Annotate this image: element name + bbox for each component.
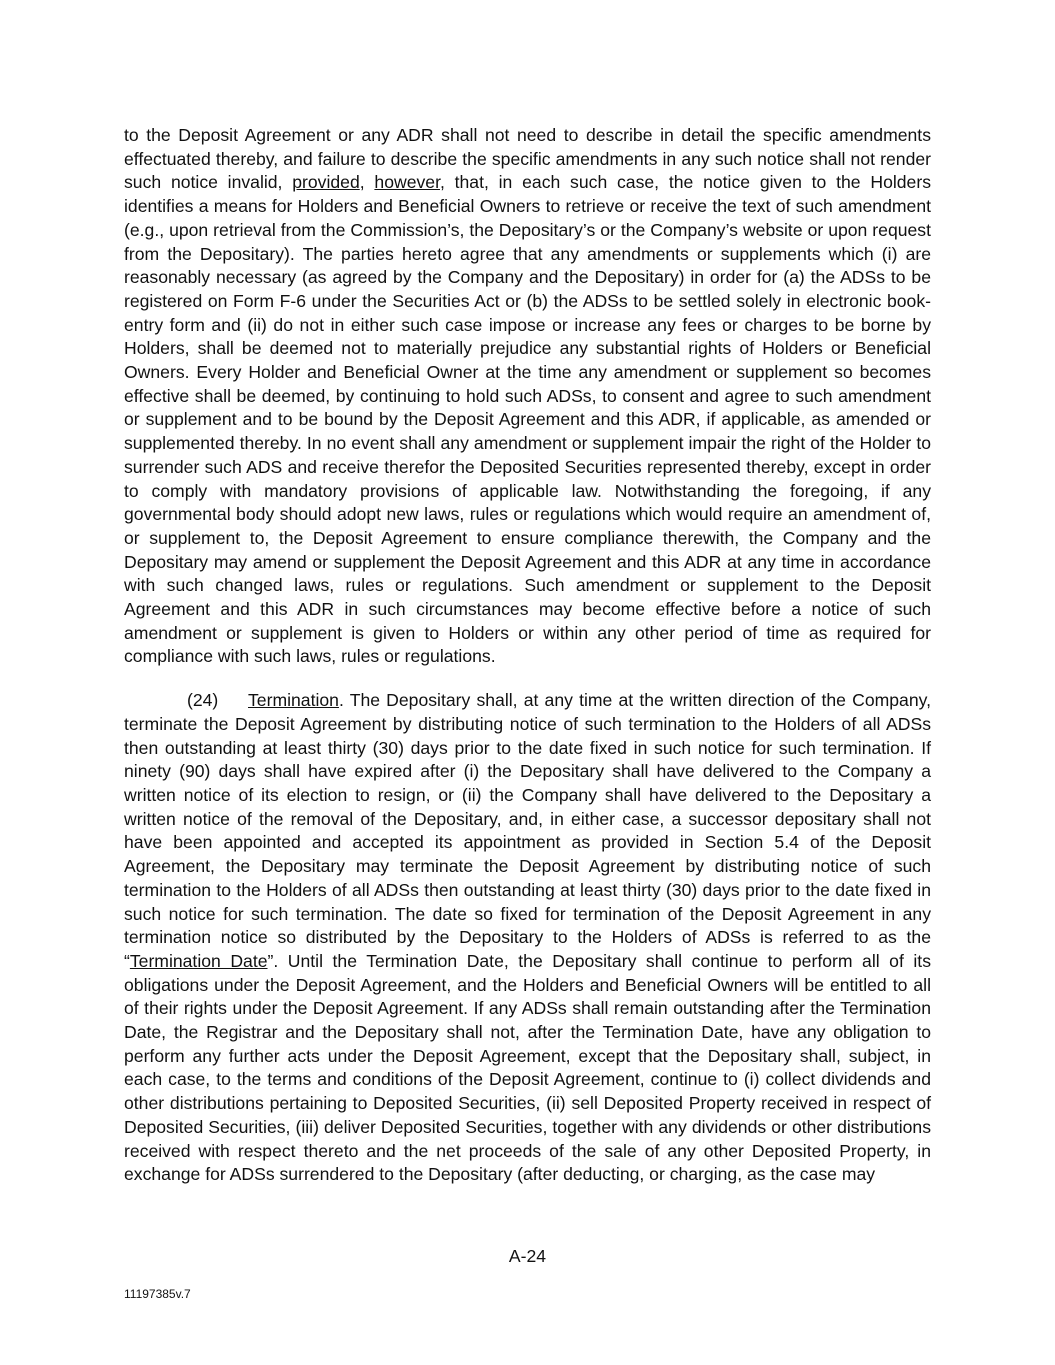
termination-text-1: . The Depositary shall, at any time at the written direction of the Company, terminate the Deposit Agreement by distributing notice of such termination to the Holders of all ADSs then outstanding at least thirty (30) days prior to the date fixed in such notice for such termination. If ninety (90) days shall have expired after (i) the Depositary shall have delivered to the Company a written notice of its election to resign, or (ii) the Company shall have delivered to the Depositary a written notice of the removal of the Depositary, and, in either case, a successor depositary shall not have been appointed and accepted its appointment as provided in Section 5.4 of the Deposit Agreement, the Depositary may terminate the Deposit Agreement by distributing notice of such termination to the Holders of all ADSs then outstanding at least thirty (30) days prior to the date fixed in such notice for such termination. The date so fixed for termination of the Deposit Agreement in any termination notice so distributed by the Depositary to the Holders of ADSs is referred to as the “ bbox=[124, 690, 931, 971]
amendment-separator: , bbox=[359, 172, 375, 193]
page-number: A-24 bbox=[508, 1246, 547, 1266]
document-body bbox=[124, 124, 931, 1187]
amendment-paragraph bbox=[124, 124, 931, 669]
termination-date-term: Termination Date bbox=[129, 950, 268, 971]
amendment-text-1: to the Deposit Agreement or any ADR shall not need to describe in detail the specific amendments effectuated thereby, and failure to describe the specific amendments in any such notice shall not render such notice invalid, bbox=[124, 125, 931, 193]
provided-term: provided bbox=[292, 172, 360, 193]
document-id: 11197385v.7 bbox=[124, 1287, 191, 1301]
amendment-text-2: , that, in each such case, the notice given to the Holders identifies a means for Holders and Beneficial Owners to retrieve or receive the text of such amendment (e.g., upon retrieval from the Commission’s, the Depositary’s or the Company’s website or upon request from the Depositary). The parties hereto agree that any amendments or supplements which (i) are reasonably necessary (as agreed by the Company and the Depositary) in order for (a) the ADSs to be registered on Form F-6 under the Securities Act or (b) the ADSs to be settled solely in electronic book-entry form and (ii) do not in either such case impose or increase any fees or charges to be borne by Holders, shall be deemed not to materially prejudice any substantial rights of Holders or Beneficial Owners. Every Holder and Beneficial Owner at the time any amendment or supplement so becomes effective shall be deemed, by continuing to hold such ADSs, to consent and agree to such amendment or supplement and to be bound by the Deposit Agreement and this ADR, if applicable, as amended or supplemented thereby. In no event shall any amendment or supplement impair the right of the Holder to surrender such ADS and receive therefor the Deposited Securities represented thereby, except in order to comply with mandatory provisions of applicable law. Notwithstanding the foregoing, if any governmental body should adopt new laws, rules or regulations which would require an amendment of, or supplement to, the Deposit Agreement to ensure compliance therewith, the Company and the Depositary may amend or supplement the Deposit Agreement and this ADR at any time in accordance with such changed laws, rules or regulations. Such amendment or supplement to the Deposit Agreement and this ADR in such circumstances may become effective before a notice of such amendment or supplement is given to Holders or within any other period of time as required for compliance with such laws, rules or regulations. bbox=[124, 172, 931, 667]
termination-paragraph bbox=[124, 689, 931, 1187]
termination-text-2: ”. Until the Termination Date, the Depositary shall continue to perform all of its obligations under the Deposit Agreement, and the Holders and Beneficial Owners will be entitled to all of their rights under the Deposit Agreement. If any ADSs shall remain outstanding after the Termination Date, the Registrar and the Depositary shall not, after the Termination Date, have any obligation to perform any further acts under the Deposit Agreement, except that the Depositary shall, subject, in each case, to the terms and conditions of the Deposit Agreement, continue to (i) collect dividends and other distributions pertaining to Deposited Securities, (ii) sell Deposited Property received in respect of Deposited Securities, (iii) deliver Deposited Securities, together with any dividends or other distributions received with respect thereto and the net proceeds of the sale of any other Deposited Property, in exchange for ADSs surrendered to the Depositary (after deducting, or charging, as the case may bbox=[124, 950, 931, 1185]
section-heading: Termination bbox=[248, 690, 339, 711]
section-number: (24) bbox=[187, 690, 219, 711]
however-term: however bbox=[374, 172, 440, 193]
